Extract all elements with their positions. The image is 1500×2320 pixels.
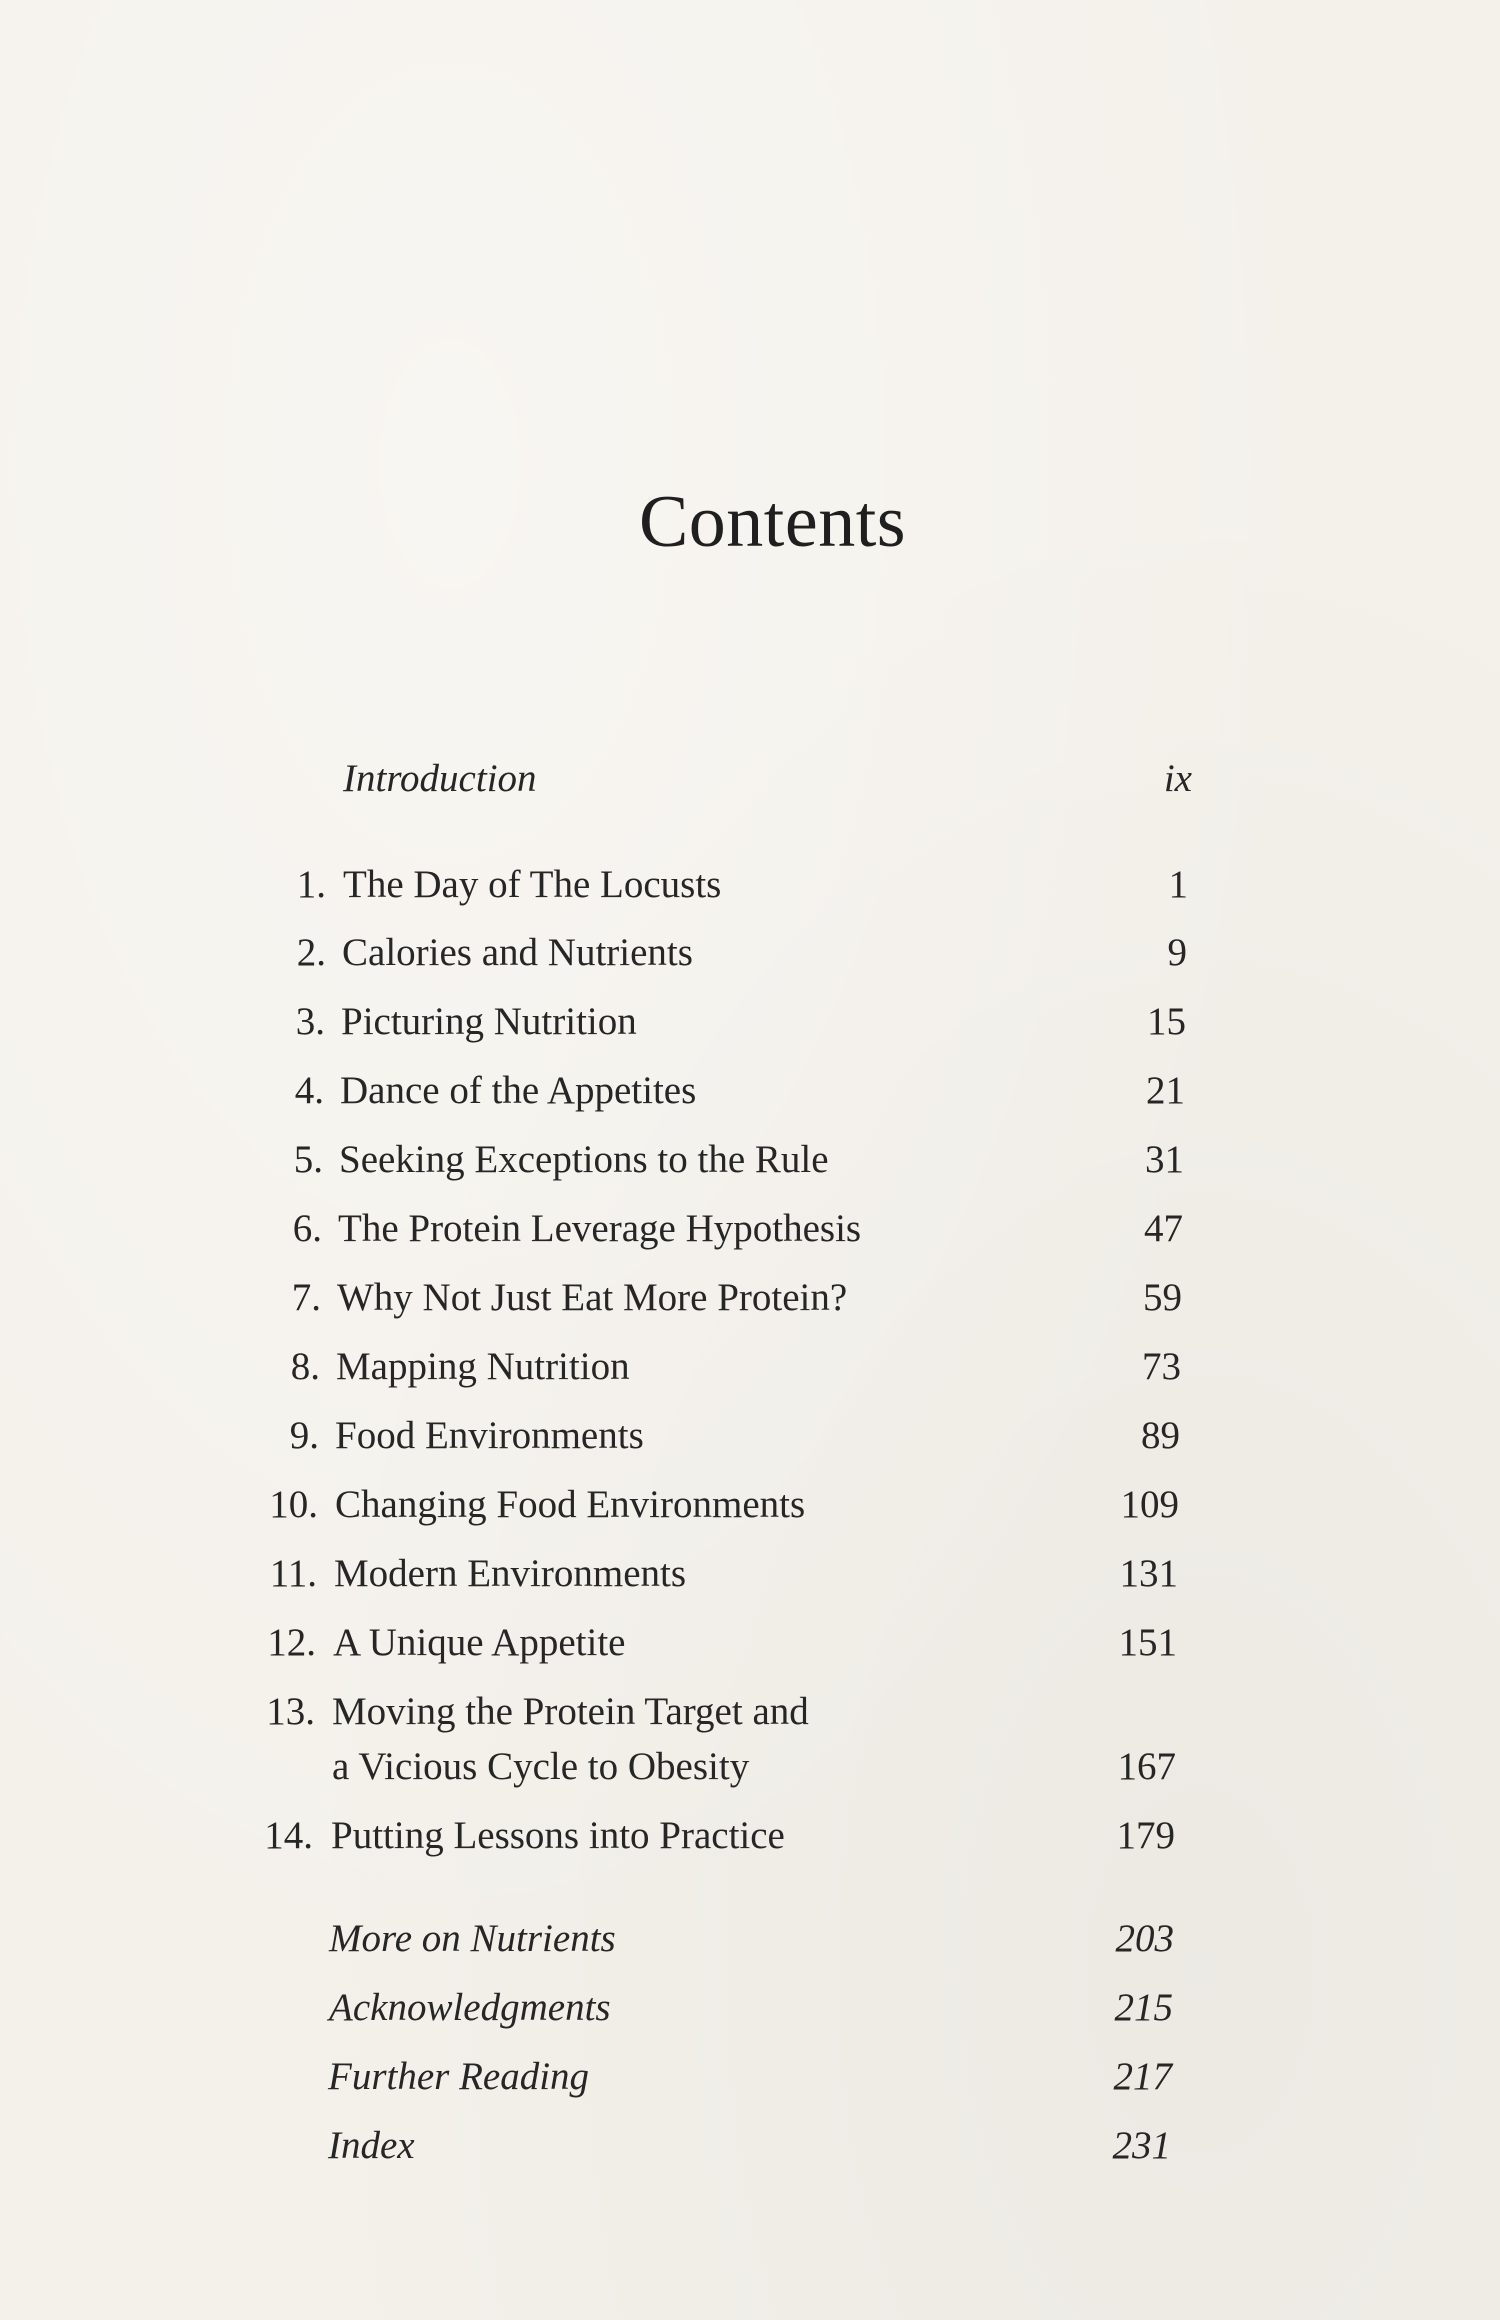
chapter-page: 167	[1117, 1745, 1176, 1788]
chapter-title: Putting Lessons into Practice	[331, 1814, 785, 1857]
chapter-title: Seeking Exceptions to the Rule	[339, 1138, 829, 1181]
chapter-page: 151	[1118, 1621, 1177, 1664]
backmatter-page: 217	[1113, 2055, 1172, 2098]
toc-chapter-4	[0, 1061, 1500, 1121]
chapter-number: 3.	[295, 1000, 325, 1043]
chapter-number: 10.	[269, 1483, 318, 1526]
toc-backmatter-index	[0, 2116, 1500, 2176]
chapter-page: 9	[1167, 931, 1187, 974]
chapter-number: 7.	[291, 1276, 321, 1319]
backmatter-page: 215	[1114, 1986, 1173, 2029]
toc-chapter-12	[0, 1613, 1500, 1673]
chapter-page: 47	[1144, 1207, 1183, 1250]
toc-backmatter-more-on-nutrients	[0, 1909, 1500, 1969]
chapter-page: 15	[1147, 1000, 1186, 1043]
chapter-number: 9.	[289, 1414, 319, 1457]
chapter-number: 6.	[292, 1207, 322, 1250]
chapter-title-line2: a Vicious Cycle to Obesity	[332, 1745, 750, 1788]
chapter-title: Modern Environments	[334, 1552, 687, 1595]
toc-chapter-8	[0, 1337, 1500, 1397]
chapter-title: A Unique Appetite	[333, 1621, 626, 1664]
toc-chapter-6	[0, 1199, 1500, 1259]
toc-chapter-13-continued	[0, 1737, 1500, 1797]
chapter-page: 1	[1168, 863, 1188, 906]
toc-chapter-5	[0, 1130, 1500, 1190]
toc-chapter-14	[0, 1806, 1500, 1866]
toc-chapter-2	[0, 923, 1500, 983]
chapter-title: Mapping Nutrition	[336, 1345, 630, 1388]
chapter-page: 109	[1120, 1483, 1179, 1526]
chapter-page: 59	[1143, 1276, 1182, 1319]
toc-entry-introduction	[0, 749, 1500, 809]
chapter-number: 13.	[266, 1690, 315, 1733]
chapter-page: 89	[1141, 1414, 1180, 1457]
chapter-number: 8.	[290, 1345, 320, 1388]
backmatter-label: Acknowledgments	[329, 1986, 611, 2029]
backmatter-page: 203	[1115, 1917, 1174, 1960]
chapter-number: 4.	[294, 1069, 324, 1112]
chapter-title: Moving the Protein Target and	[332, 1690, 809, 1733]
backmatter-label: Further Reading	[328, 2055, 590, 2098]
chapter-page: 21	[1146, 1069, 1185, 1112]
toc-chapter-1	[0, 855, 1500, 915]
toc-entry-label: Introduction	[343, 757, 537, 800]
chapter-page: 179	[1116, 1814, 1175, 1857]
chapter-title: Calories and Nutrients	[342, 931, 693, 974]
page-title: Contents	[638, 481, 907, 563]
chapter-number: 5.	[293, 1138, 323, 1181]
chapter-page: 131	[1119, 1552, 1178, 1595]
chapter-number: 14.	[264, 1814, 313, 1857]
toc-backmatter-further-reading	[0, 2047, 1500, 2107]
chapter-title: The Protein Leverage Hypothesis	[338, 1207, 862, 1250]
toc-chapter-9	[0, 1406, 1500, 1466]
backmatter-page: 231	[1112, 2124, 1171, 2167]
chapter-number: 12.	[267, 1621, 316, 1664]
toc-chapter-3	[0, 992, 1500, 1052]
toc-chapter-13	[0, 1682, 1500, 1742]
chapter-title: Changing Food Environments	[335, 1483, 806, 1526]
chapter-title: Food Environments	[335, 1414, 644, 1457]
chapter-title: The Day of The Locusts	[343, 863, 722, 906]
chapter-page: 73	[1142, 1345, 1181, 1388]
chapter-title: Picturing Nutrition	[341, 1000, 637, 1043]
toc-chapter-10	[0, 1475, 1500, 1535]
toc-entry-page: ix	[1163, 757, 1192, 800]
chapter-number: 1.	[296, 863, 326, 906]
backmatter-label: More on Nutrients	[329, 1917, 616, 1960]
chapter-title: Dance of the Appetites	[340, 1069, 697, 1112]
toc-chapter-11	[0, 1544, 1500, 1604]
toc-chapter-7	[0, 1268, 1500, 1328]
toc-backmatter-acknowledgments	[0, 1978, 1500, 2038]
chapter-number: 11.	[269, 1552, 317, 1595]
backmatter-label: Index	[328, 2124, 415, 2167]
chapter-page: 31	[1145, 1138, 1184, 1181]
chapter-title: Why Not Just Eat More Protein?	[337, 1276, 848, 1319]
chapter-number: 2.	[296, 931, 326, 974]
